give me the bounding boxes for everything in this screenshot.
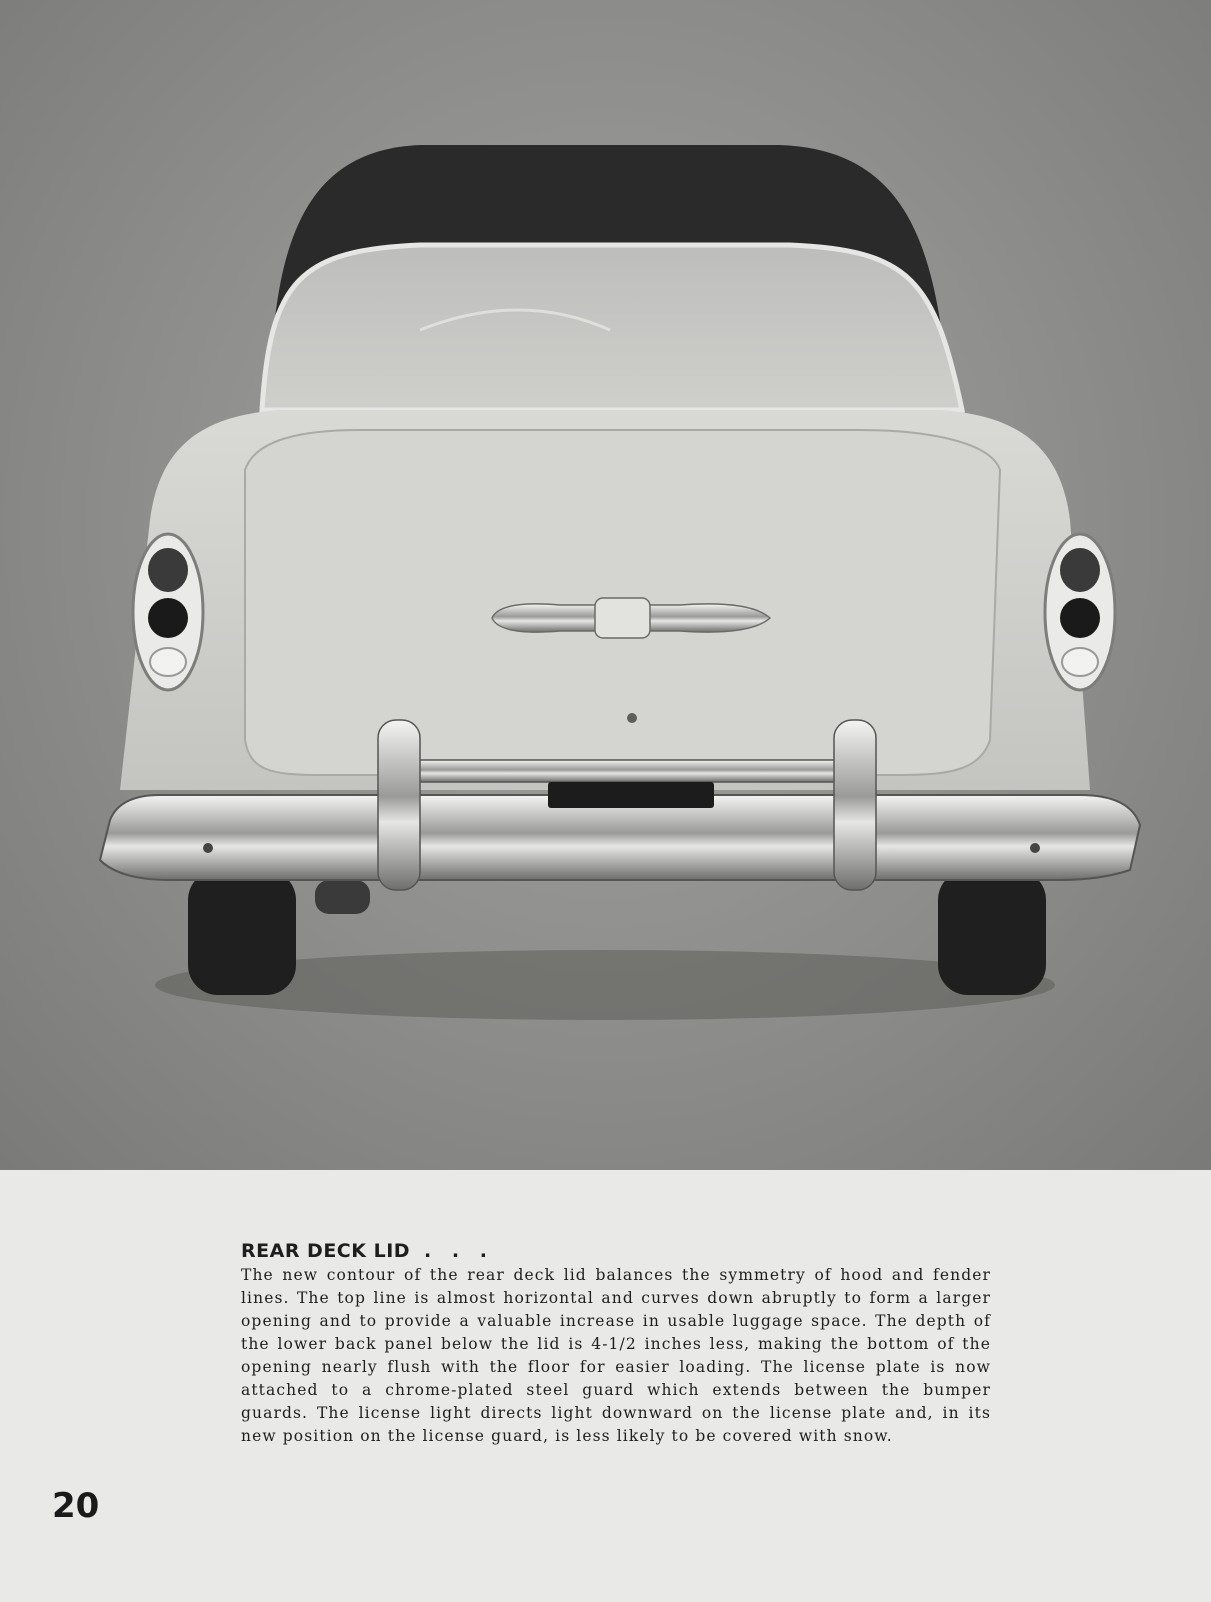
license-guard (395, 760, 860, 782)
left-bumper-guard (378, 720, 420, 890)
caption-block (241, 1240, 991, 1448)
license-plate-slot (548, 782, 714, 808)
section-title: REAR DECK LID (241, 1240, 411, 1262)
right-tire (938, 870, 1046, 995)
right-bumper-guard (834, 720, 876, 890)
left-tire (188, 870, 296, 995)
rear-window (262, 245, 962, 410)
deck-lock (627, 713, 637, 723)
section-title-dots: . . . (424, 1240, 494, 1262)
section-heading (241, 1240, 991, 1262)
section-body: The new contour of the rear deck lid balances the symmetry of hood and fender lines. The top line is almost horizontal and curves down abruptly to form a larger opening and to provide a valuable increase in usable luggage space. The depth of the lower back panel below the lid is 4-1/2 inches less, making the bottom of the opening nearly flush with the floor for easier loading. The license plate is now attached to a chrome-plated steel guard which extends between the bumper guards. The license light directs light downward on the license plate and, in its new position on the license guard, is less likely to be covered with snow. (241, 1266, 991, 1445)
page-number: 20 (52, 1486, 100, 1526)
exhaust-pipe (315, 880, 370, 914)
